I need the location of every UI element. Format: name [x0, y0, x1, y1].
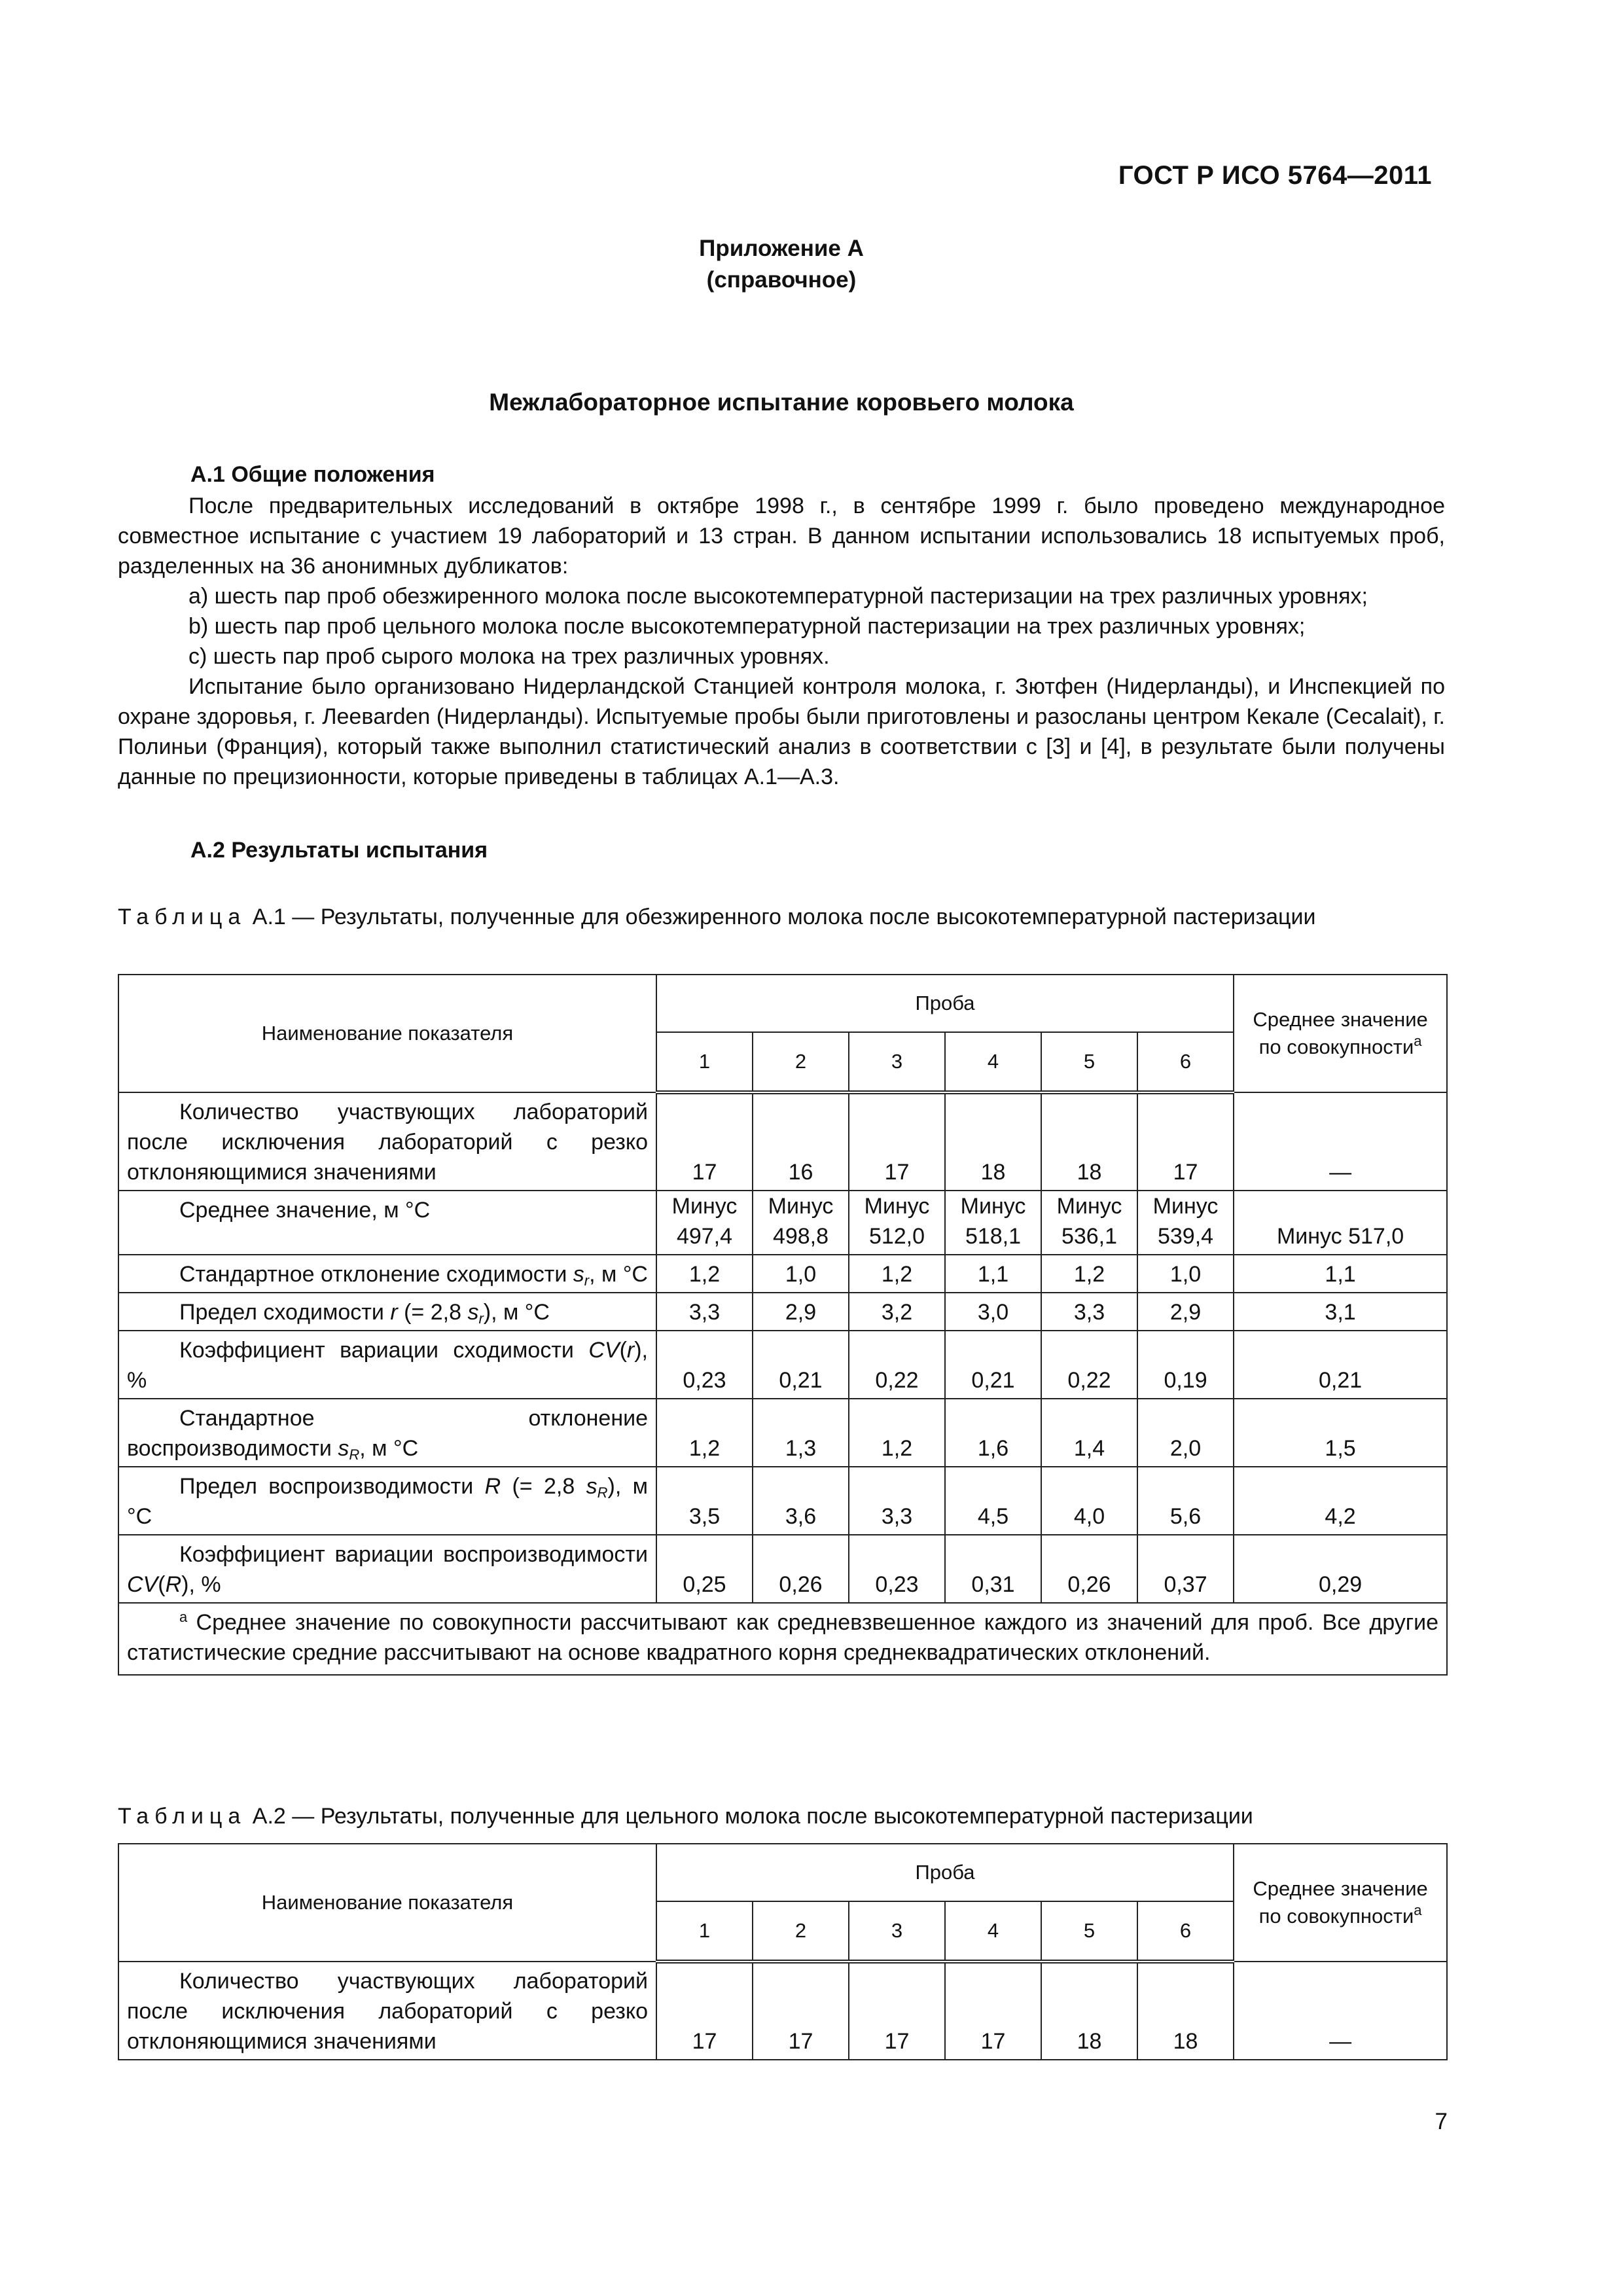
cell-value: 17 [656, 1962, 753, 2060]
table-row [118, 1191, 1447, 1255]
annex-type: (справочное) [706, 267, 857, 293]
cell-value: 0,21 [753, 1331, 849, 1399]
cell-value: 2,9 [1137, 1293, 1234, 1331]
cell-value: 18 [1041, 1962, 1137, 2060]
table-row [118, 1255, 1447, 1293]
cell-value: 0,22 [1041, 1331, 1137, 1399]
sample-number: 1 [656, 1901, 753, 1962]
sample-number: 4 [945, 1032, 1041, 1092]
paragraph: После предварительных исследований в октябре 1998 г., в сентябре 1999 г. было проведено международное совместное испытание с участием 19 лабораторий и 13 стран. В данном испытании использовались 18 испытуемых проб, разделенных на 36 анонимных дубликатов: [118, 493, 1445, 579]
cell-value: 3,5 [656, 1467, 753, 1535]
cell-value: Минус 518,1 [945, 1191, 1041, 1255]
document-code: ГОСТ Р ИСО 5764—2011 [1118, 161, 1432, 190]
cell-value: 18 [1137, 1962, 1234, 2060]
row-label: Количество участвующих лабораторий после исключения лабораторий с резко отклоняющимися значениями [118, 1962, 656, 2060]
cell-mean: 3,1 [1234, 1293, 1447, 1331]
column-header-sample: Проба [656, 975, 1234, 1032]
sample-number: 6 [1137, 1901, 1234, 1962]
cell-value: Минус 539,4 [1137, 1191, 1234, 1255]
cell-value: 5,6 [1137, 1467, 1234, 1535]
cell-value: 3,6 [753, 1467, 849, 1535]
sample-number: 1 [656, 1032, 753, 1092]
cell-value: 0,23 [656, 1331, 753, 1399]
section-a2-heading: А.2 Результаты испытания [190, 838, 488, 863]
table-row [118, 1467, 1447, 1535]
cell-mean: — [1234, 1092, 1447, 1191]
cell-value: Минус 498,8 [753, 1191, 849, 1255]
column-header-mean: Среднее значение по совокупности$^a$ [1234, 975, 1447, 1092]
section-a1-heading: А.1 Общие положения [190, 462, 435, 487]
table-row [118, 1962, 1447, 2060]
cell-mean: 0,29 [1234, 1535, 1447, 1603]
cell-value: 1,2 [849, 1255, 945, 1293]
row-label: Среднее значение, м °С [118, 1191, 656, 1255]
cell-value: 1,0 [1137, 1255, 1234, 1293]
cell-value: 2,0 [1137, 1399, 1234, 1467]
cell-value: 17 [1137, 1092, 1234, 1191]
cell-value: 1,2 [656, 1399, 753, 1467]
table2-caption [118, 1801, 1445, 1831]
cell-value: 3,3 [656, 1293, 753, 1331]
cell-value: 3,3 [1041, 1293, 1137, 1331]
cell-value: 17 [753, 1962, 849, 2060]
sample-number: 5 [1041, 1901, 1137, 1962]
cell-value: 18 [1041, 1092, 1137, 1191]
sample-number: 2 [753, 1901, 849, 1962]
paragraph: Испытание было организовано Нидерландской Станцией контроля молока, г. Зютфен (Нидерланды), и Инспекцией по охране здоровья, г. Леевarden (Нидерланды). Испытуемые пробы были приготовлены и разосланы центром Кекале (Cecalait), г. Полиньи (Франция), который также выполнил статистический анализ в соответствии с [3] и [4], в результате были получены данные по прецизионности, которые приведены в таблицах А.1—А.3. [118, 674, 1445, 789]
row-label: Коэффициент вариации воспроизводимости CV(R), % [118, 1535, 656, 1603]
cell-value: 0,19 [1137, 1331, 1234, 1399]
caption-text: А.2 — Результаты, полученные для цельного молока после высокотемпературной пастеризации [252, 1804, 1253, 1829]
cell-value: 3,0 [945, 1293, 1041, 1331]
annex-label: Приложение А [699, 236, 864, 261]
caption-label: Таблица [118, 905, 247, 929]
cell-value: 17 [849, 1962, 945, 2060]
cell-value: 4,0 [1041, 1467, 1137, 1535]
cell-value: 1,2 [849, 1399, 945, 1467]
table-row [118, 1293, 1447, 1331]
cell-mean: 4,2 [1234, 1467, 1447, 1535]
table-row [118, 1331, 1447, 1399]
table-row [118, 1399, 1447, 1467]
list-item-b: b) шесть пар проб цельного молока после высокотемпературной пастеризации на трех различных уровнях; [188, 614, 1306, 639]
page-title: Межлабораторное испытание коровьего молока [489, 389, 1074, 416]
sample-number: 6 [1137, 1032, 1234, 1092]
sample-number: 5 [1041, 1032, 1137, 1092]
cell-value: Минус 512,0 [849, 1191, 945, 1255]
cell-value: 4,5 [945, 1467, 1041, 1535]
cell-value: 2,9 [753, 1293, 849, 1331]
cell-value: 0,26 [753, 1535, 849, 1603]
row-label: Стандартное отклонение воспроизводимости $s_R$, м °С [118, 1399, 656, 1467]
cell-value: 3,3 [849, 1467, 945, 1535]
column-header-name: Наименование показателя [118, 975, 656, 1092]
table-row [118, 1535, 1447, 1603]
cell-mean: Минус 517,0 [1234, 1191, 1447, 1255]
cell-value: 0,25 [656, 1535, 753, 1603]
column-header-mean: Среднее значение по совокупности$^a$ [1234, 1844, 1447, 1962]
cell-value: Минус 536,1 [1041, 1191, 1137, 1255]
cell-value: 0,21 [945, 1331, 1041, 1399]
cell-value: 1,3 [753, 1399, 849, 1467]
caption-label: Таблица [118, 1804, 247, 1829]
cell-mean: 0,21 [1234, 1331, 1447, 1399]
list-item-c: c) шесть пар проб сырого молока на трех различных уровнях. [188, 644, 830, 669]
cell-mean: 1,5 [1234, 1399, 1447, 1467]
column-header-name: Наименование показателя [118, 1844, 656, 1962]
cell-value: 18 [945, 1092, 1041, 1191]
cell-value: 0,23 [849, 1535, 945, 1603]
section-a1-body [118, 491, 1445, 792]
table-footnote: $^a$ Среднее значение по совокупности рассчитывают как средневзвешенное каждого из значений для проб. Все другие статистические средние рассчитывают на основе квадратного корня среднеквадратических отклонений. [118, 1603, 1447, 1675]
row-label: Количество участвующих лабораторий после исключения лабораторий с резко отклоняющимися значениями [118, 1092, 656, 1191]
list-item-a: a) шесть пар проб обезжиренного молока после высокотемпературной пастеризации на трех различных уровнях; [188, 584, 1368, 609]
cell-value: 0,37 [1137, 1535, 1234, 1603]
row-label: Предел воспроизводимости R (= 2,8 $s_R$), м °С [118, 1467, 656, 1535]
table-a2 [118, 1843, 1448, 2060]
cell-value: 1,0 [753, 1255, 849, 1293]
table-a1 [118, 974, 1448, 1676]
cell-value: 0,31 [945, 1535, 1041, 1603]
caption-text: А.1 — Результаты, полученные для обезжиренного молока после высокотемпературной пастеризации [252, 905, 1316, 929]
table-a1-body [118, 1092, 1447, 1603]
cell-mean: 1,1 [1234, 1255, 1447, 1293]
cell-value: 17 [945, 1962, 1041, 2060]
cell-value: 0,26 [1041, 1535, 1137, 1603]
cell-value: 1,1 [945, 1255, 1041, 1293]
sample-number: 3 [849, 1032, 945, 1092]
cell-value: 1,2 [1041, 1255, 1137, 1293]
sample-number: 2 [753, 1032, 849, 1092]
table1-caption [118, 902, 1445, 932]
cell-value: Минус 497,4 [656, 1191, 753, 1255]
row-label: Стандартное отклонение сходимости $s_r$, м °С [118, 1255, 656, 1293]
cell-value: 1,2 [656, 1255, 753, 1293]
page-number: 7 [1435, 2109, 1448, 2134]
cell-mean: — [1234, 1962, 1447, 2060]
table-a2-body [118, 1962, 1447, 2060]
row-label: Коэффициент вариации сходимости CV(r), % [118, 1331, 656, 1399]
cell-value: 0,22 [849, 1331, 945, 1399]
cell-value: 16 [753, 1092, 849, 1191]
cell-value: 1,4 [1041, 1399, 1137, 1467]
table-row [118, 1092, 1447, 1191]
cell-value: 17 [656, 1092, 753, 1191]
row-label: Предел сходимости r (= 2,8 $s_r$), м °С [118, 1293, 656, 1331]
sample-number: 4 [945, 1901, 1041, 1962]
cell-value: 17 [849, 1092, 945, 1191]
sample-number: 3 [849, 1901, 945, 1962]
column-header-sample: Проба [656, 1844, 1234, 1901]
cell-value: 3,2 [849, 1293, 945, 1331]
cell-value: 1,6 [945, 1399, 1041, 1467]
